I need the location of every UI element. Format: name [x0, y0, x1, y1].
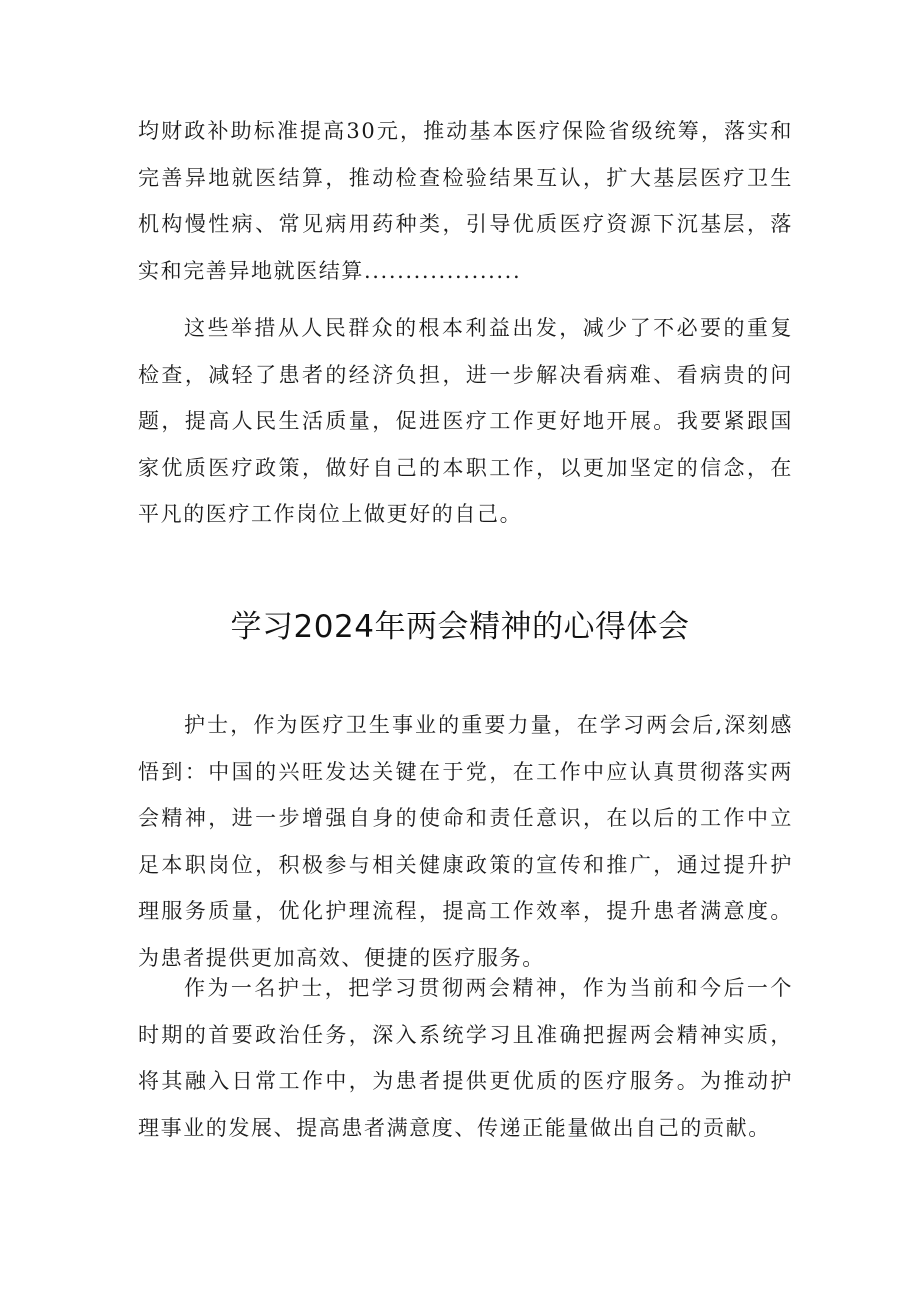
paragraph-benefits: 这些举措从人民群众的根本利益出发，减少了不必要的重复检查，减轻了患者的经济负担，进一步解决看病难、看病贵的问题，提高人民生活质量，促进医疗工作更好地开展。我要紧跟国家优质医疗政策，做好自己的本职工作，以更加坚定的信念，在平凡的医疗工作岗位上做更好的自己。: [138, 316, 793, 526]
paragraph-continuation: 均财政补助标准提高30元，推动基本医疗保险省级统筹，落实和完善异地就医结算，推动检查检验结果互认，扩大基层医疗卫生机构慢性病、常见病用药种类，引导优质医疗资源下沉基层，落实和完善异地就医结算...................: [138, 119, 793, 283]
section-title: 学习2024年两会精神的心得体会: [230, 609, 690, 645]
paragraph-nurse-reflection: 护士，作为医疗卫生事业的重要力量，在学习两会后,深刻感悟到：中国的兴旺发达关键在于党，在工作中应认真贯彻落实两会精神，进一步增强自身的使命和责任意识，在以后的工作中立足本职岗位，积极参与相关健康政策的宣传和推广，通过提升护理服务质量，优化护理流程，提高工作效率，提升患者满意度。为患者提供更加高效、便捷的医疗服务。: [138, 713, 793, 970]
paragraph-nurse-commitment: 作为一名护士，把学习贯彻两会精神，作为当前和今后一个时期的首要政治任务，深入系统学习且准确把握两会精神实质，将其融入日常工作中，为患者提供更优质的医疗服务。为推动护理事业的发展、提高患者满意度、传递正能量做出自己的贡献。: [138, 976, 793, 1140]
